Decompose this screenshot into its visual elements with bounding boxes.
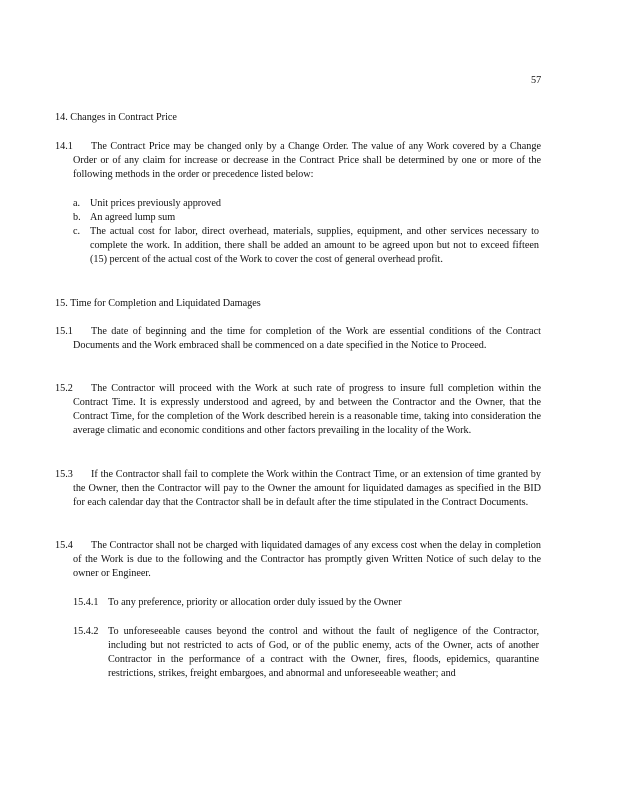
list-item [73, 211, 539, 225]
price-methods-list [73, 197, 539, 267]
subparagraph-15-4-1 [73, 596, 539, 610]
paragraph-14-1 [55, 140, 541, 182]
subparagraph-number: 15.4.1 [73, 597, 99, 608]
page-number: 57 [531, 75, 542, 86]
subparagraph-15-4-2 [73, 625, 539, 681]
paragraph-15-2 [55, 382, 541, 438]
paragraph-text: The date of beginning and the time for completion of the Work are essential conditions of the Contract Documents and the Work embraced shall be commenced on a date specified in the Notice to Proceed. [73, 326, 541, 351]
list-item [73, 197, 539, 211]
paragraph-number: 15.4 [55, 540, 73, 551]
section-15-heading: 15. Time for Completion and Liquidated Damages [55, 298, 261, 309]
list-item-text: An agreed lump sum [90, 212, 176, 223]
list-item [73, 225, 539, 267]
subparagraph-text: To unforeseeable causes beyond the control and without the fault of negligence of the Contractor, including but not restricted to acts of God, or of the public enemy, acts of the Owner, acts of another Contractor in the performance of a contract with the Owner, fires, floods, epidemics, quarantine restrictions, strikes, freight embargoes, and abnormal and unforeseeable weather; and [108, 626, 539, 679]
paragraph-text: If the Contractor shall fail to complete the Work within the Contract Time, or an extension of time granted by the Owner, then the Contractor will pay to the Owner the amount for liquidated damages as specified in the BID for each calendar day that the Contractor shall be in default after the time stipulated in the Contract Documents. [73, 469, 541, 508]
list-marker: b. [73, 212, 81, 223]
list-marker: c. [73, 226, 81, 237]
paragraph-text: The Contractor will proceed with the Work at such rate of progress to insure full completion within the Contract Time. It is expressly understood and agreed, by and between the Contractor and the Owner, that the Contract Time, for the completion of the Work described herein is a reasonable time, taking into consideration the average climatic and economic conditions and other factors prevailing in the locality of the Work. [73, 383, 541, 436]
paragraph-15-4 [55, 539, 541, 581]
paragraph-number: 14.1 [55, 141, 73, 152]
subparagraph-number: 15.4.2 [73, 626, 99, 637]
list-marker: a. [73, 198, 81, 209]
paragraph-number: 15.1 [55, 326, 73, 337]
list-item-text: Unit prices previously approved [90, 198, 221, 209]
paragraph-number: 15.2 [55, 383, 73, 394]
paragraph-text: The Contract Price may be changed only by a Change Order. The value of any Work covered by a Change Order or of any claim for increase or decrease in the Contract Price shall be determined by one or more of the following methods in the order or precedence listed below: [73, 141, 541, 180]
paragraph-15-1 [55, 325, 541, 353]
subparagraph-text: To any preference, priority or allocation order duly issued by the Owner [108, 597, 402, 608]
paragraph-text: The Contractor shall not be charged with liquidated damages of any excess cost when the delay in completion of the Work is due to the following and the Contractor has promptly given Written Notice of such delay to the owner or Engineer. [73, 540, 541, 579]
section-14-heading: 14. Changes in Contract Price [55, 112, 177, 123]
paragraph-15-3 [55, 468, 541, 510]
paragraph-number: 15.3 [55, 469, 73, 480]
list-item-text: The actual cost for labor, direct overhead, materials, supplies, equipment, and other services necessary to complete the work. In addition, there shall be added an amount to be agreed upon but not to exceed fifteen (15) percent of the actual cost of the Work to cover the cost of general overhead profit. [90, 226, 539, 265]
